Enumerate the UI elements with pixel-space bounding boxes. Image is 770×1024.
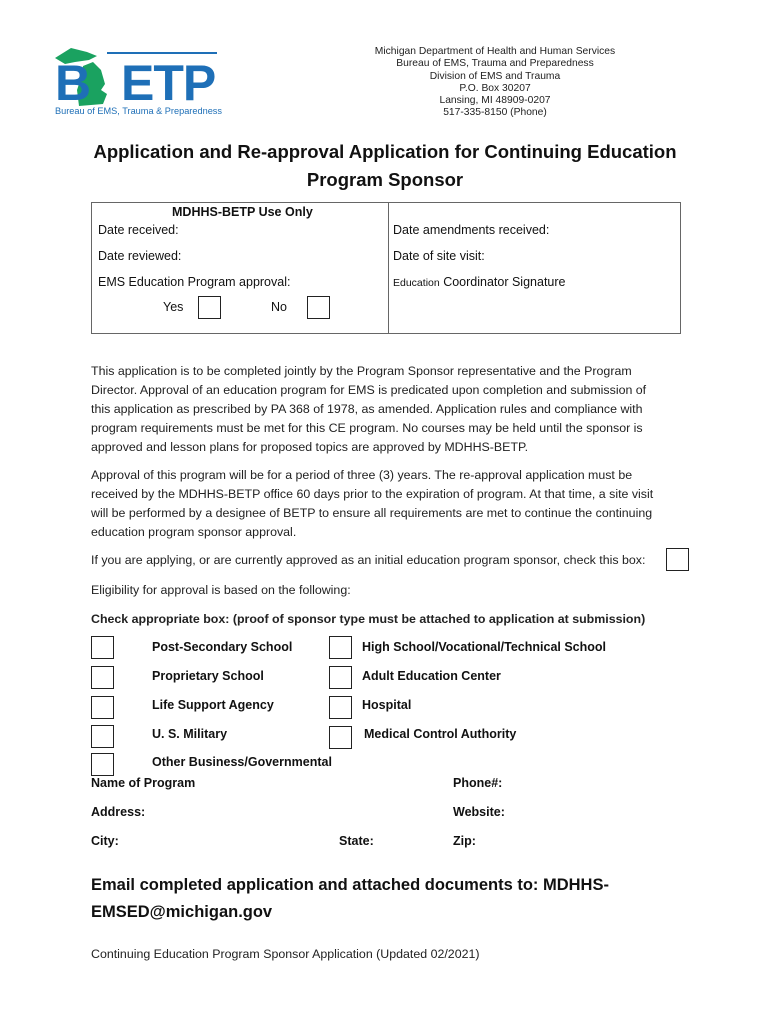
box-divider — [388, 203, 389, 333]
eligibility-text: Eligibility for approval is based on the following: — [91, 583, 351, 597]
post-secondary-label: Post-Secondary School — [152, 640, 293, 654]
life-support-checkbox[interactable] — [91, 696, 114, 719]
text-line: Director. Approval of an education program for EMS is predicated upon completion and submission of — [91, 383, 647, 397]
address-line: 517-335-8150 (Phone) — [443, 107, 547, 119]
intro-paragraph — [91, 362, 681, 457]
footer-text: Continuing Education Program Sponsor Application (Updated 02/2021) — [91, 947, 480, 961]
title-line: Program Sponsor — [306, 169, 464, 190]
life-support-label: Life Support Agency — [152, 698, 274, 712]
address-line: P.O. Box 30207 — [459, 82, 531, 94]
email-address: EMSED@michigan.gov — [91, 903, 273, 921]
address-label: Address: — [91, 805, 146, 819]
phone-label: Phone#: — [453, 776, 503, 790]
signature-label — [393, 275, 565, 289]
high-school-checkbox[interactable] — [329, 636, 352, 659]
office-use-heading: MDHHS-BETP Use Only — [172, 205, 313, 219]
office-use-box — [91, 202, 681, 334]
medical-control-checkbox[interactable] — [329, 726, 352, 749]
high-school-label: High School/Vocational/Technical School — [362, 640, 607, 654]
proprietary-checkbox[interactable] — [91, 666, 114, 689]
email-instructions — [91, 872, 651, 926]
address-line: Division of EMS and Trauma — [429, 70, 561, 82]
signature-label-main: Coordinator Signature — [443, 275, 566, 289]
military-checkbox[interactable] — [91, 725, 114, 748]
approval-label: EMS Education Program approval: — [98, 275, 291, 289]
medical-control-label: Medical Control Authority — [364, 727, 517, 741]
no-label: No — [271, 300, 287, 314]
email-line: Email completed application and attached documents to: MDHHS- — [91, 876, 609, 894]
adult-education-label: Adult Education Center — [362, 669, 501, 683]
text-line: this application as prescribed by PA 368 of 1978, as amended. Application rules and compliance with — [91, 402, 643, 416]
signature-label-small: Education — [393, 277, 440, 289]
title-line: Application and Re-approval Application for Continuing Education — [93, 141, 677, 162]
address-line: Bureau of EMS, Trauma and Preparedness — [396, 58, 594, 70]
page-title — [60, 138, 710, 194]
adult-education-checkbox[interactable] — [329, 666, 352, 689]
state-label: State: — [339, 834, 374, 848]
address-line: Lansing, MI 48909-0207 — [439, 95, 551, 107]
date-amendments-label: Date amendments received: — [393, 223, 550, 237]
website-label: Website: — [453, 805, 505, 819]
text-line: approved and lesson plans for proposed topics are approved by MDHHS-BETP. — [91, 440, 529, 454]
yes-label: Yes — [163, 300, 184, 314]
text-line: Approval of this program will be for a period of three (3) years. The re-approval application must be — [91, 468, 633, 482]
text-line: program requirements must be met for this CE program. No courses may be held until the sponsor is — [91, 421, 643, 435]
text-line: will be performed by a designee of BETP to ensure all requirements are met to continue the continuing — [91, 506, 653, 520]
approval-paragraph — [91, 466, 681, 542]
date-site-visit-label: Date of site visit: — [393, 249, 485, 263]
text-line: This application is to be completed jointly by the Program Sponsor representative and the Program — [91, 364, 632, 378]
proprietary-label: Proprietary School — [152, 669, 264, 683]
date-received-label: Date received: — [98, 223, 179, 237]
zip-label: Zip: — [453, 834, 476, 848]
other-business-label: Other Business/Governmental — [152, 755, 332, 769]
address-line: Michigan Department of Health and Human Services — [374, 46, 616, 57]
text-line: received by the MDHHS-BETP office 60 days prior to the expiration of program. At that time, a site visit — [91, 487, 654, 501]
logo-tagline: Bureau of EMS, Trauma & Preparedness — [55, 106, 222, 116]
other-business-checkbox[interactable] — [91, 753, 114, 776]
program-name-label: Name of Program — [91, 776, 196, 790]
initial-sponsor-text: If you are applying, or are currently approved as an initial education program sponsor, check this box: — [91, 553, 646, 567]
no-checkbox[interactable] — [307, 296, 330, 319]
initial-sponsor-checkbox[interactable] — [666, 548, 689, 571]
military-label: U. S. Military — [152, 727, 228, 741]
hospital-checkbox[interactable] — [329, 696, 352, 719]
city-label: City: — [91, 834, 119, 848]
check-heading: Check appropriate box: (proof of sponsor type must be attached to application at submission) — [91, 612, 646, 626]
hospital-label: Hospital — [362, 698, 412, 712]
betp-logo: B ETP Bureau of EMS, Trauma & Preparedness — [55, 44, 225, 120]
post-secondary-checkbox[interactable] — [91, 636, 114, 659]
yes-checkbox[interactable] — [198, 296, 221, 319]
header-address — [370, 46, 620, 120]
text-line: education program sponsor approval. — [91, 525, 297, 539]
date-reviewed-label: Date reviewed: — [98, 249, 182, 263]
